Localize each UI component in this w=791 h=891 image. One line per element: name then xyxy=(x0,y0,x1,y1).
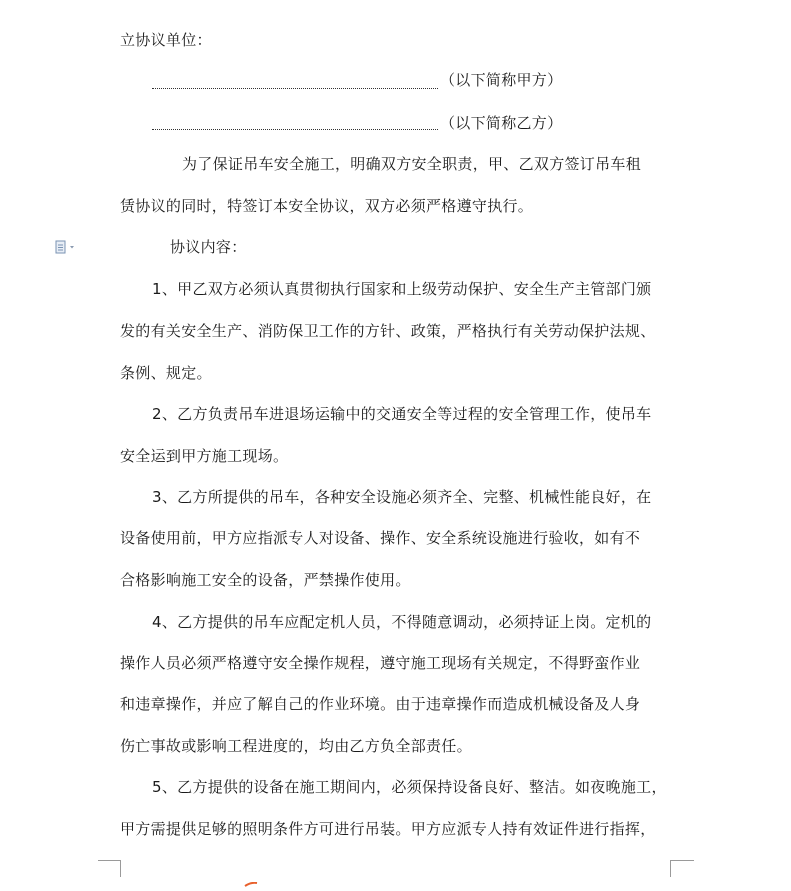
party-a-blank-line[interactable] xyxy=(152,88,438,89)
paragraph-line: 为了保证吊车安全施工，明确双方安全职责，甲、乙双方签订吊车租 xyxy=(182,155,642,173)
paragraph-line: 伤亡事故或影响工程进度的，均由乙方负全部责任。 xyxy=(120,737,472,755)
paragraph-line: 和违章操作，并应了解自己的作业环境。由于违章操作而造成机械设备及人身 xyxy=(120,695,641,713)
paragraph-line: 4、乙方提供的吊车应配定机人员，不得随意调动，必须持证上岗。定机的 xyxy=(152,613,652,631)
paragraph-line: 合格影响施工安全的设备，严禁操作使用。 xyxy=(120,571,411,589)
party-b-label: （以下简称乙方） xyxy=(440,114,563,132)
paragraph-line: 条例、规定。 xyxy=(120,364,212,382)
page-corner-mark-right-vertical xyxy=(670,860,671,877)
section-heading: 协议内容： xyxy=(170,238,247,256)
paragraph-line: 5、乙方提供的设备在施工期间内，必须保持设备良好、整洁。如夜晚施工， xyxy=(152,778,667,796)
paragraph-line: 安全运到甲方施工现场。 xyxy=(120,447,289,465)
paragraph-line: 发的有关安全生产、消防保卫工作的方针、政策，严格执行有关劳动保护法规、 xyxy=(120,322,656,340)
paragraph-line: 设备使用前，甲方应指派专人对设备、操作、安全系统设施进行验收，如有不 xyxy=(120,529,641,547)
paragraph-line: 赁协议的同时，特签订本安全协议，双方必须严格遵守执行。 xyxy=(120,197,534,215)
paragraph-line: 操作人员必须严格遵守安全操作规程，遵守施工现场有关规定，不得野蛮作业 xyxy=(120,654,641,672)
paragraph-line: 3、乙方所提供的吊车，各种安全设施必须齐全、完整、机械性能良好，在 xyxy=(152,488,652,506)
party-a-label: （以下简称甲方） xyxy=(440,71,563,89)
page-corner-mark-left xyxy=(98,860,120,861)
cursor-mark-icon xyxy=(244,872,258,877)
agreement-parties-heading: 立协议单位： xyxy=(120,31,212,49)
paragraph-line: 1、甲乙双方必须认真贯彻执行国家和上级劳动保护、安全生产主管部门颁 xyxy=(152,280,652,298)
document-paragraph-icon[interactable] xyxy=(55,239,77,253)
paragraph-line: 甲方需提供足够的照明条件方可进行吊装。甲方应派专人持有效证件进行指挥， xyxy=(120,820,656,838)
party-b-blank-line[interactable] xyxy=(152,129,438,130)
page-corner-mark-left-vertical xyxy=(120,860,121,877)
page-corner-mark-right xyxy=(670,860,694,861)
paragraph-line: 2、乙方负责吊车进退场运输中的交通安全等过程的安全管理工作，使吊车 xyxy=(152,405,652,423)
